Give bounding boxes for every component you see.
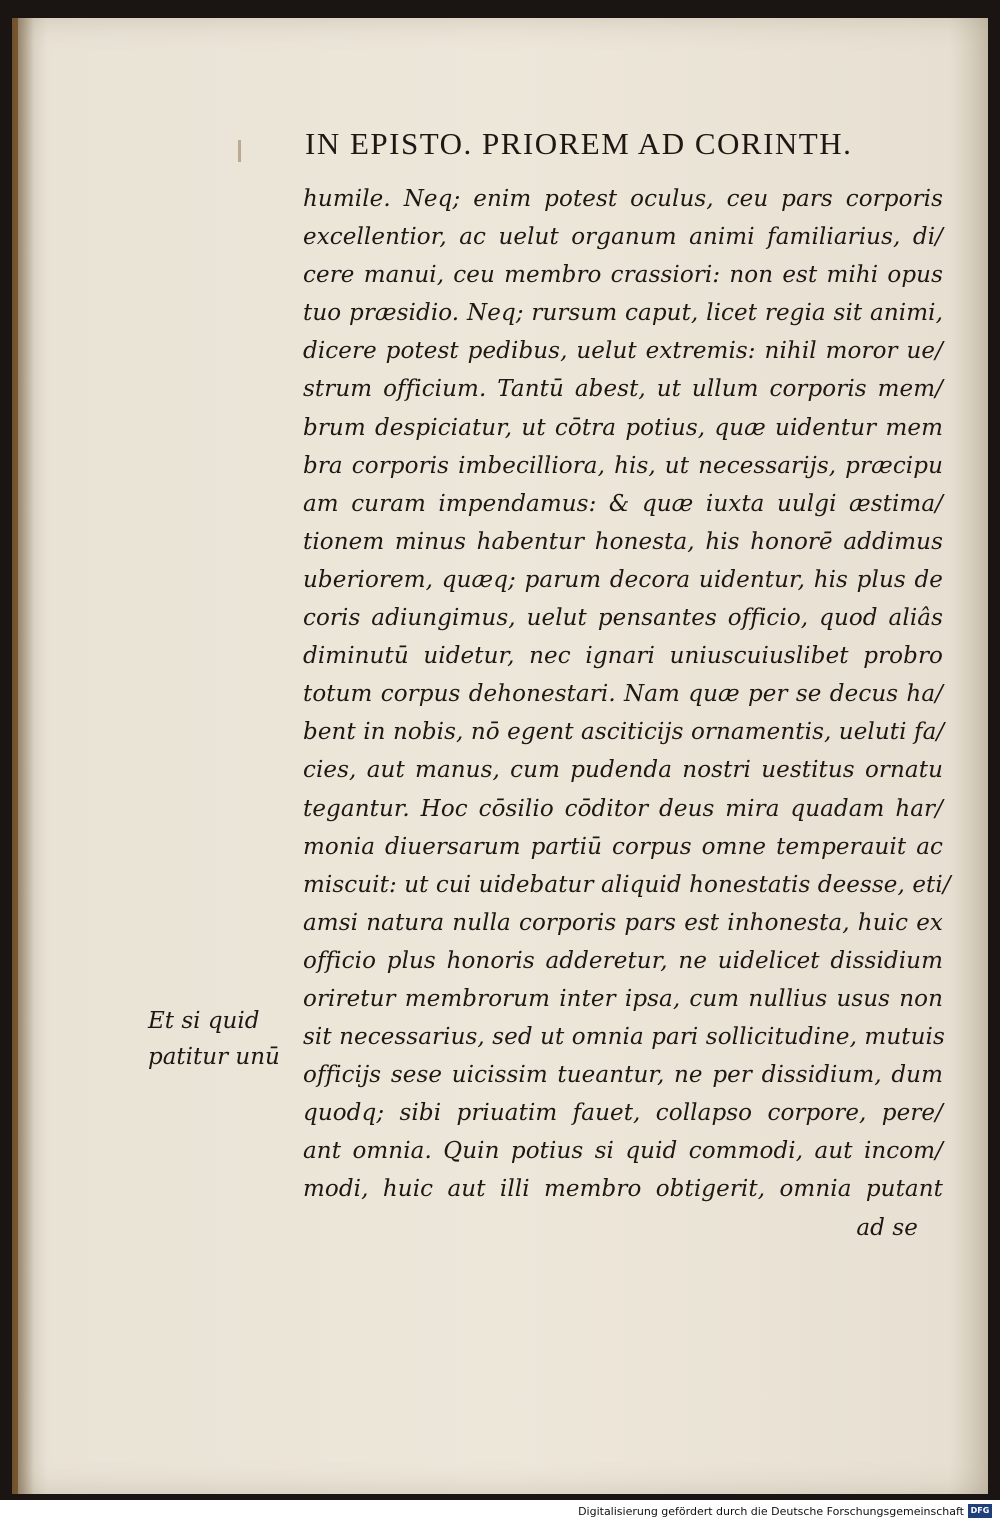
text-line: am curam impendamus: & quæ iuxta uulgi æstima/ (303, 490, 943, 517)
text-line: quodq; sibi priuatim fauet, collapso corpore, pere/ (303, 1100, 943, 1127)
marginal-note-line: patitur unū (148, 1044, 280, 1070)
text-line: ant omnia. Quin potius si quid commodi, aut incom/ (303, 1138, 943, 1165)
text-line: excellentior, ac uelut organum animi familiarius, di/ (303, 224, 943, 251)
text-line: coris adiungimus, uelut pensantes officio, quod aliâs (303, 605, 943, 632)
text-line: totum corpus dehonestari. Nam quæ per se decus ha/ (303, 681, 943, 708)
text-line: diminutū uidetur, nec ignari uniuscuiuslibet probro (303, 643, 943, 670)
marginal-note-line: Et si quid (148, 1008, 260, 1034)
text-line: oriretur membrorum inter ipsa, cum nullius usus non (303, 985, 943, 1012)
text-line: amsi natura nulla corporis pars est inhonesta, huic ex (303, 909, 943, 936)
marginal-note (148, 1003, 298, 1075)
margin-mark (238, 140, 241, 162)
text-line: brum despiciatur, ut cōtra potius, quæ uidentur mem (303, 414, 943, 441)
body-text (303, 180, 951, 1247)
text-line: sit necessarius, sed ut omnia pari sollicitudine, mutuis (303, 1024, 945, 1051)
text-line: strum officium. Tantū abest, ut ullum corporis mem/ (303, 376, 943, 403)
funding-credit: Digitalisierung gefördert durch die Deutsche Forschungsgemeinschaft (578, 1505, 964, 1518)
text-line: bra corporis imbecilliora, his, ut necessarijs, præcipu (303, 452, 943, 479)
text-line: cies, aut manus, cum pudenda nostri uestitus ornatu (303, 757, 943, 784)
footer-bar (0, 1500, 1000, 1524)
text-line: humile. Neq; enim potest oculus, ceu pars corporis (303, 186, 943, 212)
catchword: ad se (856, 1214, 918, 1241)
text-line: tuo præsidio. Neq; rursum caput, licet regia sit animi, (303, 300, 943, 327)
text-line: officijs sese uicissim tueantur, ne per dissidium, dum (303, 1062, 943, 1089)
text-line: miscuit: ut cui uidebatur aliquid honestatis deesse, eti/ (303, 871, 951, 898)
text-line: tegantur. Hoc cōsilio cōditor deus mira quadam har/ (303, 795, 943, 822)
text-line: bent in nobis, nō egent asciticijs ornamentis, ueluti fa/ (303, 719, 945, 746)
text-line: modi, huic aut illi membro obtigerit, omnia putant (303, 1176, 943, 1203)
text-line: cere manui, ceu membro crassiori: non est mihi opus (303, 262, 943, 289)
text-line: tionem minus habentur honesta, his honorē addimus (303, 528, 943, 555)
dfg-logo-icon: DFG (968, 1504, 992, 1518)
text-line: monia diuersarum partiū corpus omne temperauit ac (303, 833, 943, 860)
text-line: officio plus honoris adderetur, ne uidelicet dissidium (303, 947, 943, 974)
text-line: dicere potest pedibus, uelut extremis: nihil moror ue/ (303, 338, 943, 365)
page-binding-edge (12, 18, 34, 1494)
running-head: IN EPISTO. PRIOREM AD CORINTH. (305, 126, 853, 161)
text-line: uberiorem, quæq; parum decora uidentur, his plus de (303, 566, 943, 593)
